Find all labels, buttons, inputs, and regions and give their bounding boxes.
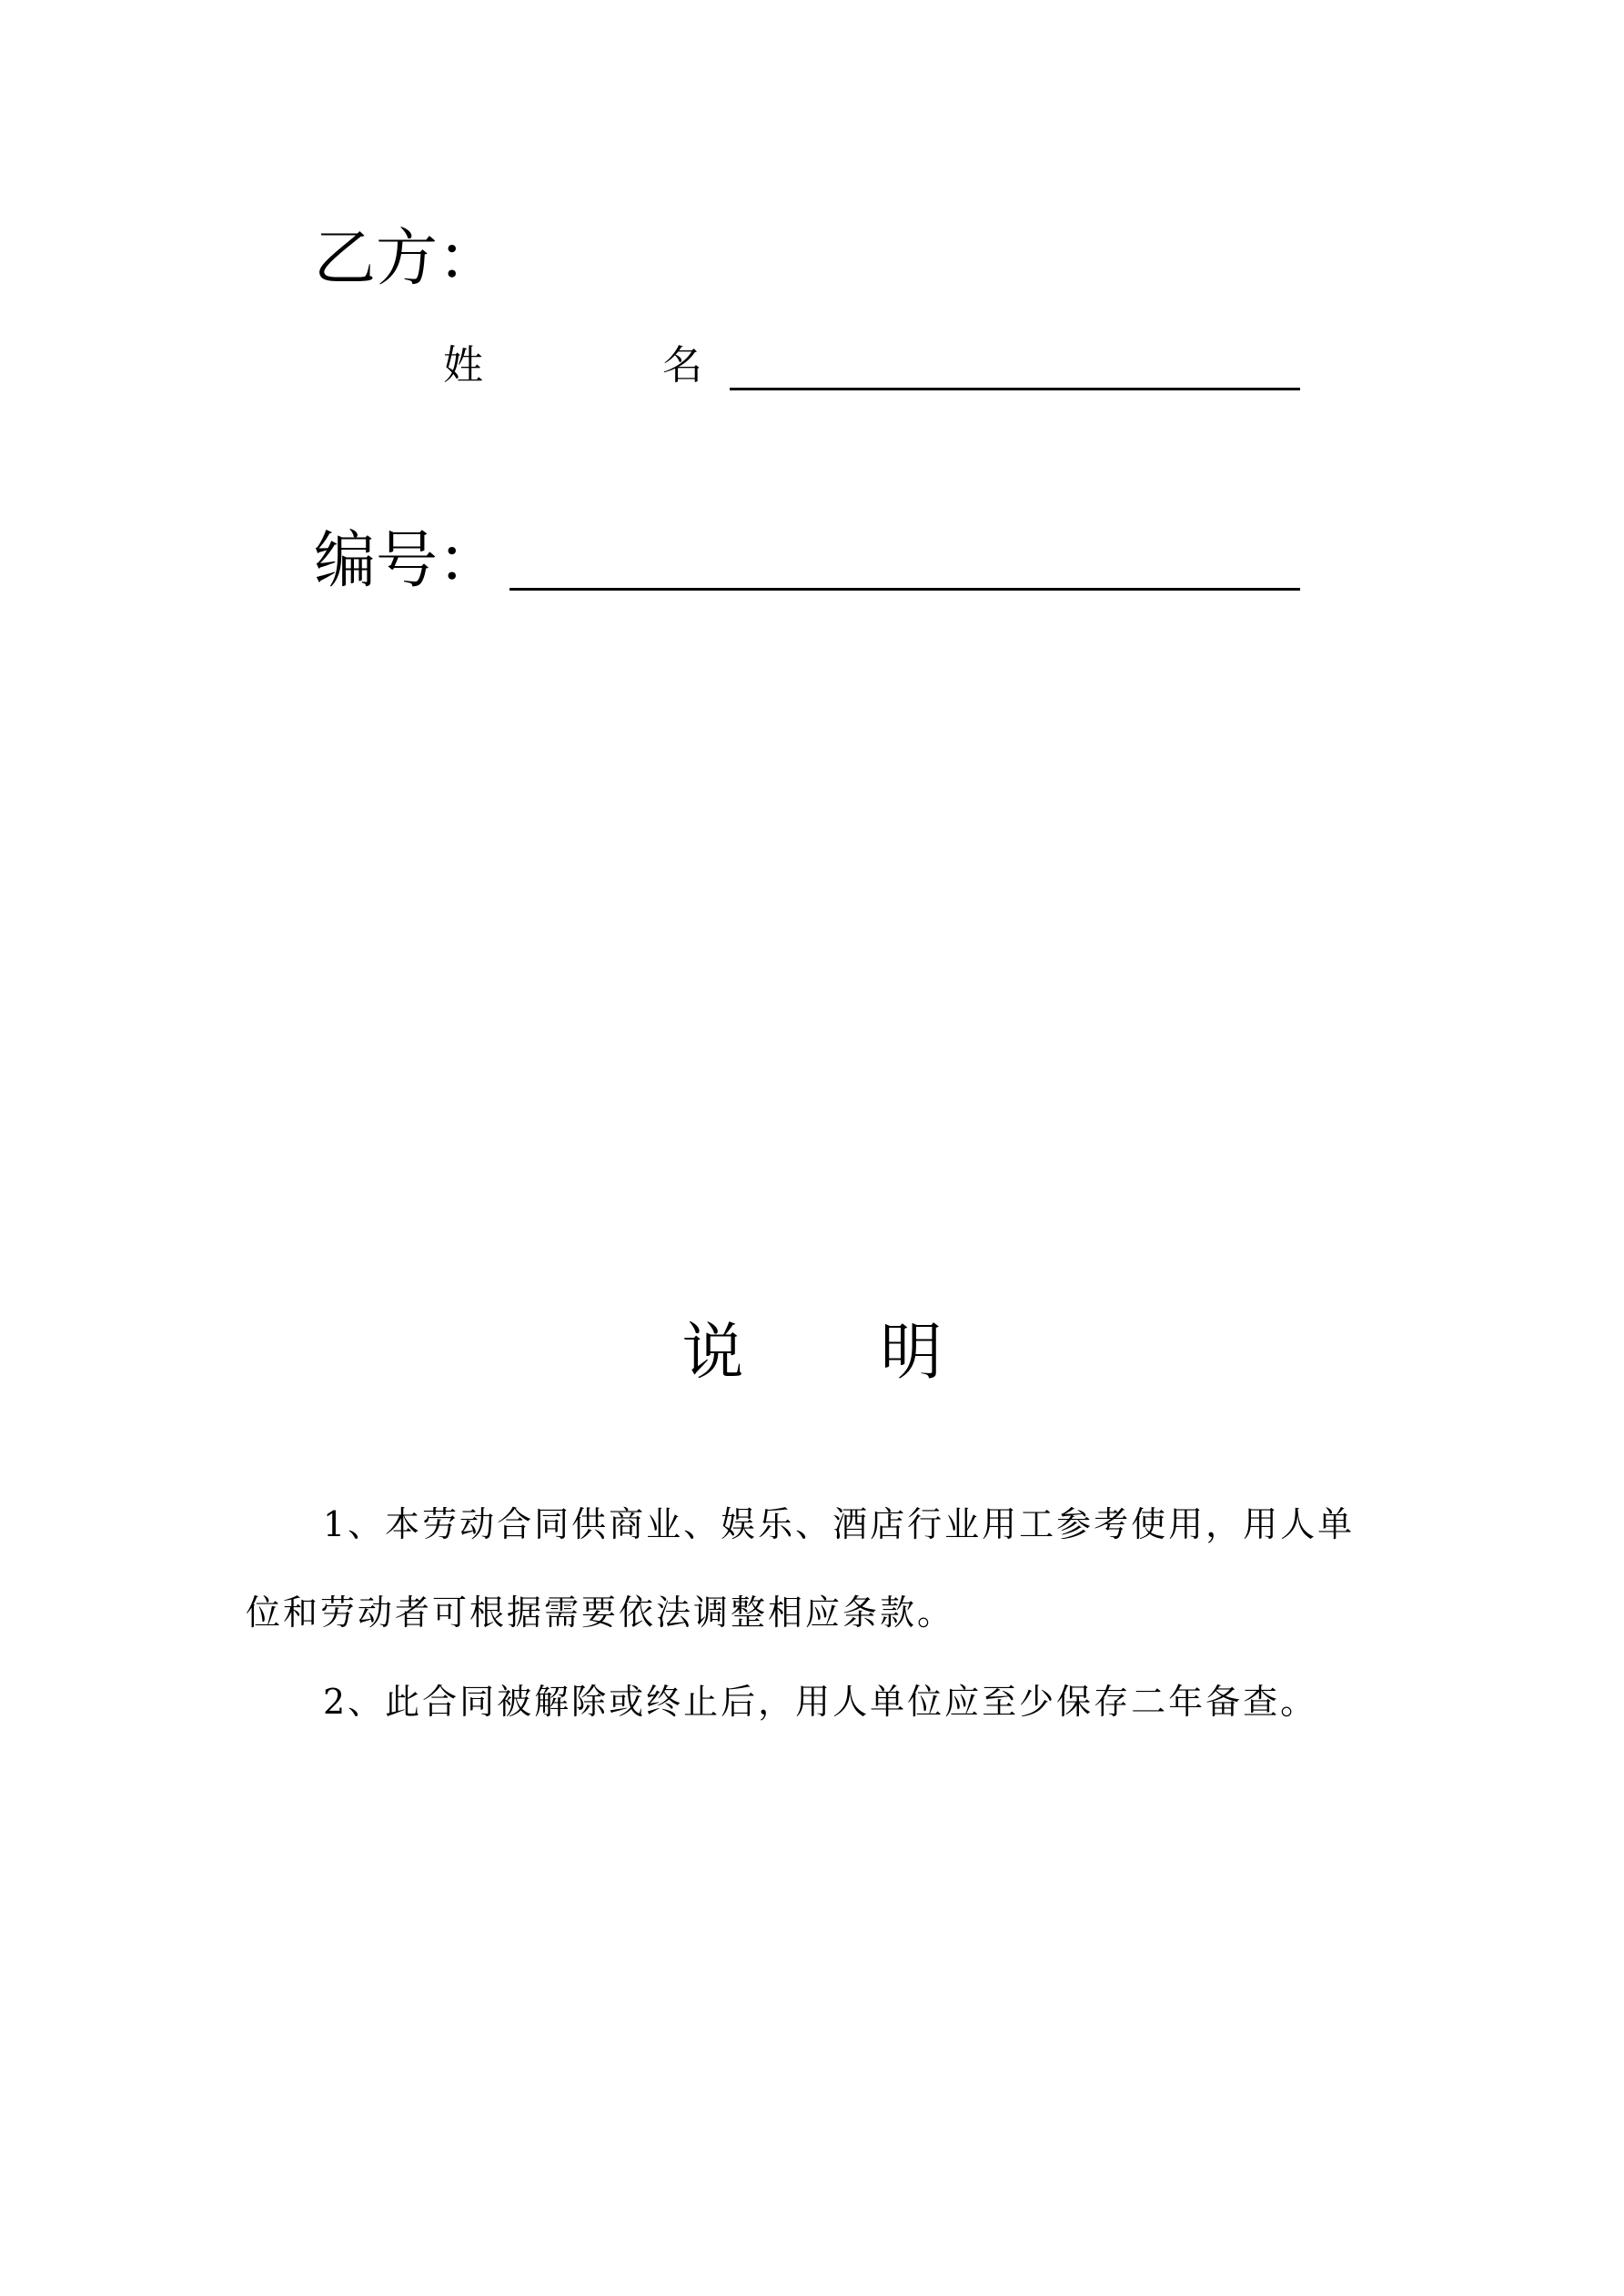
number-blank-line[interactable] (509, 588, 1300, 591)
notes-item-1-line-2: 位和劳动者可根据需要依法调整相应条款。 (246, 1593, 955, 1633)
name-blank-line[interactable] (730, 388, 1300, 390)
notes-title (0, 1312, 1624, 1394)
notes-title-char-2: 明 (880, 1317, 943, 1389)
name-label-char-2: 名 (662, 342, 702, 389)
number-label: 编号： (314, 525, 500, 597)
notes-title-char-1: 说 (681, 1317, 744, 1389)
name-field-row (0, 337, 1624, 400)
number-field-row (0, 523, 1624, 605)
party-b-label: 乙方： (314, 223, 500, 295)
name-label-char-1: 姓 (443, 342, 483, 389)
notes-item-2: 2、此合同被解除或终止后，用人单位应至少保存二年备查。 (323, 1682, 1318, 1722)
notes-item-1-line-1: 1、本劳动合同供商业、娱乐、酒店行业用工参考使用，用人单 (323, 1504, 1356, 1544)
